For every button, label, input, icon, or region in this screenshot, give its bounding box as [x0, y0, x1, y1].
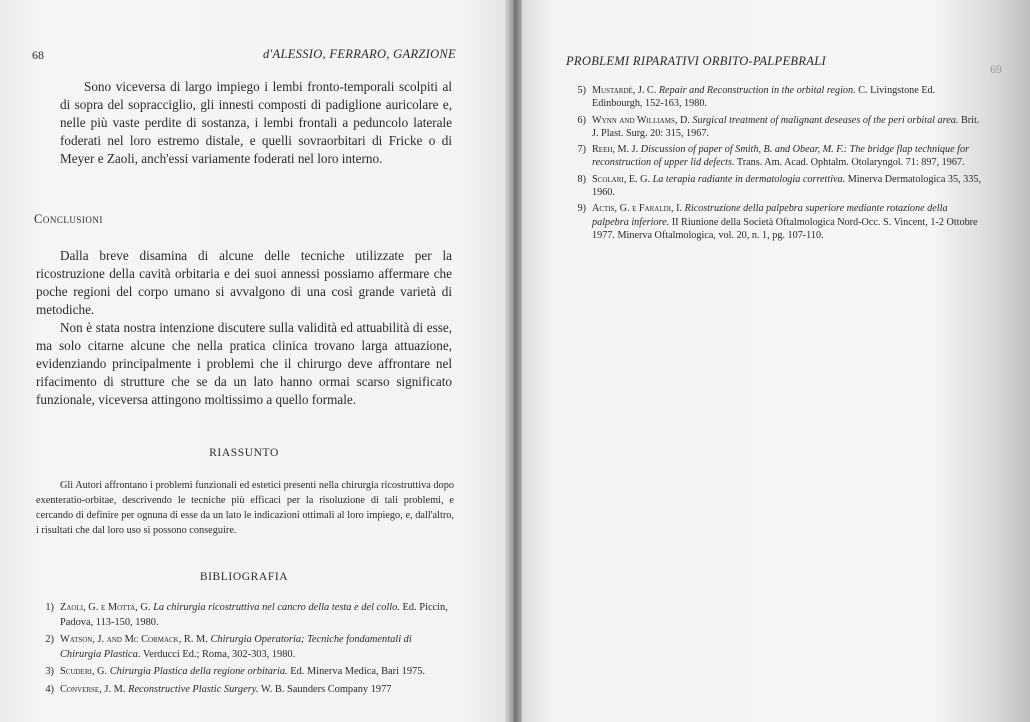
conclusioni-paragraph-2: Non è stata nostra intenzione discutere sulla validità ed attuabilità di esse, ma solo citarne alcune che nella pratica clinica trovano larga attuazione, evidenziando principalmente i problemi che il chirurgo deve affrontare nel rifacimento di strutture che se da un lato hanno ormai scarso significato funzionale, viceversa attingono moltissimo a quello formale.: [36, 320, 452, 407]
reference-number: 3): [45, 666, 54, 677]
running-head-left: d'ALESSIO, FERRARO, GARZIONE: [263, 47, 456, 61]
reference-authors: Actis, G. e Faraldi, I.: [592, 203, 683, 215]
reference-number: 8): [577, 173, 586, 185]
reference-title: La chirurgia ricostruttiva nel cancro della testa e del collo.: [153, 602, 400, 613]
reference-item: [30, 665, 454, 680]
reference-details: W. B. Saunders Company 1977: [260, 683, 392, 695]
reference-details: II Riunione della Società Oftalmologica Nord-Occ. S. Vincent, 1-2 Ottobre 1977. Minerva Oftalmologica, vol. 20, n. 1, pg. 107-110.: [592, 216, 978, 241]
conclusioni-heading: Conclusioni: [34, 212, 103, 226]
conclusioni-paragraph-1: Dalla breve disamina di alcune delle tecniche utilizzate per la ricostruzione della cavità orbitaria e dei suoi annessi possiamo affermare che poche regioni del corpo umano si avvalgono di una così grande varietà di metodiche.: [36, 248, 452, 317]
reference-number: 5): [577, 85, 586, 96]
reference-title: Ricostruzione della palpebra superiore mediante rotazione della palpebra inferiore.: [592, 203, 948, 228]
left-page: [0, 0, 512, 722]
reference-item: [562, 84, 982, 111]
reference-title: Chirurgia Operatoria; Tecniche fondamentali di Chirurgia Plastica.: [60, 634, 412, 660]
reference-title: Repair and Reconstruction in the orbital region.: [658, 85, 856, 96]
reference-details: Ed. Minerva Medica, Bari 1975.: [290, 666, 426, 677]
reference-details: Brit. J. Plast. Surg. 20: 315, 1967.: [592, 114, 980, 139]
reference-details: Verducci Ed.; Roma, 302-303, 1980.: [142, 648, 296, 660]
reference-number: 7): [577, 144, 586, 156]
reference-item: [30, 633, 454, 662]
running-head-right: PROBLEMI RIPARATIVI ORBITO-PALPEBRALI: [566, 54, 826, 68]
reference-authors: Scuderi, G.: [60, 666, 108, 677]
intro-text: Sono viceversa di largo impiego i lembi fronto-temporali scolpiti al di sopra del sopracciglio, gli innesti composti di padiglione auricolare e, nelle più vaste perdite di sostanza, i lembi frontali a peduncolo laterale foderati nel loro estremo distale, e quelli sovraorbitari di Fricke o di Meyer e Zaoli, anch'essi variamente foderati nel loro interno.: [60, 79, 452, 166]
reference-authors: Watson, J. and Mc Cormack, R. M.: [60, 634, 208, 645]
reference-details: Ed. Piccin, Padova, 113-150, 1980.: [60, 602, 448, 628]
reference-item: [562, 202, 982, 242]
reference-number: 4): [45, 683, 54, 695]
reference-number: 1): [45, 602, 54, 613]
reference-number: 2): [45, 634, 54, 645]
reference-number: 9): [577, 203, 586, 215]
conclusioni-body: [36, 247, 452, 409]
reference-authors: Wynn and Williams, D.: [592, 114, 690, 126]
reference-authors: Zaoli, G. e Motta, G.: [60, 602, 151, 613]
page-number-right: 69: [990, 62, 1002, 76]
reference-title: Surgical treatment of malignant deseases of the peri orbital area.: [692, 114, 959, 126]
reference-title: Discussion of paper of Smith, B. and Obear, M. F.: The bridge flap technique for reconstruction of upper lid defects.: [592, 144, 970, 169]
reference-title: Chirurgia Plastica della regione orbitaria.: [109, 666, 288, 677]
reference-details: Minerva Dermatologica 35, 335, 1960.: [592, 173, 981, 199]
reference-authors: Scolari, E. G.: [592, 173, 651, 185]
reference-list-right: [562, 84, 982, 245]
intro-paragraph: [60, 78, 452, 168]
reference-authors: Converse, J. M.: [60, 683, 126, 695]
right-page: [522, 0, 1030, 722]
bibliografia-title: BIBLIOGRAFIA: [199, 571, 289, 583]
reference-item: [30, 683, 454, 698]
reference-details: Trans. Am. Acad. Ophtalm. Otolaryngol. 71: 897, 1967.: [736, 157, 965, 169]
reference-details: C. Livingstone Ed. Edinbourgh, 152-163, 1980.: [592, 85, 936, 110]
riassunto-text: Gli Autori affrontano i problemi funzionali ed estetici presenti nella chirurgia ricostruttiva dopo exenteratio-orbitae, descrivendo le tecniche più efficaci per la risoluzione di tali problemi, e cercando di definire per ognuna di esse da un lato le indicazioni ottimali al loro impiego, e, dall'altro, i risultati che dal loro uso si possono conseguire.: [36, 480, 454, 536]
book-gutter: [505, 0, 523, 722]
riassunto-title: RIASSUNTO: [209, 447, 279, 459]
reference-title: Reconstructive Plastic Surgery.: [128, 683, 259, 695]
reference-item: [562, 143, 982, 170]
reference-list-left: [30, 601, 454, 700]
reference-title: La terapia radiante in dermatologia correttiva.: [652, 173, 846, 185]
page-number-left: 68: [32, 48, 44, 62]
reference-authors: Reeh, M. J.: [592, 144, 639, 156]
reference-item: [30, 601, 454, 630]
reference-item: [562, 114, 982, 141]
reference-number: 6): [577, 114, 586, 126]
reference-authors: Mustardè, J. C.: [592, 85, 657, 96]
reference-item: [562, 173, 982, 200]
